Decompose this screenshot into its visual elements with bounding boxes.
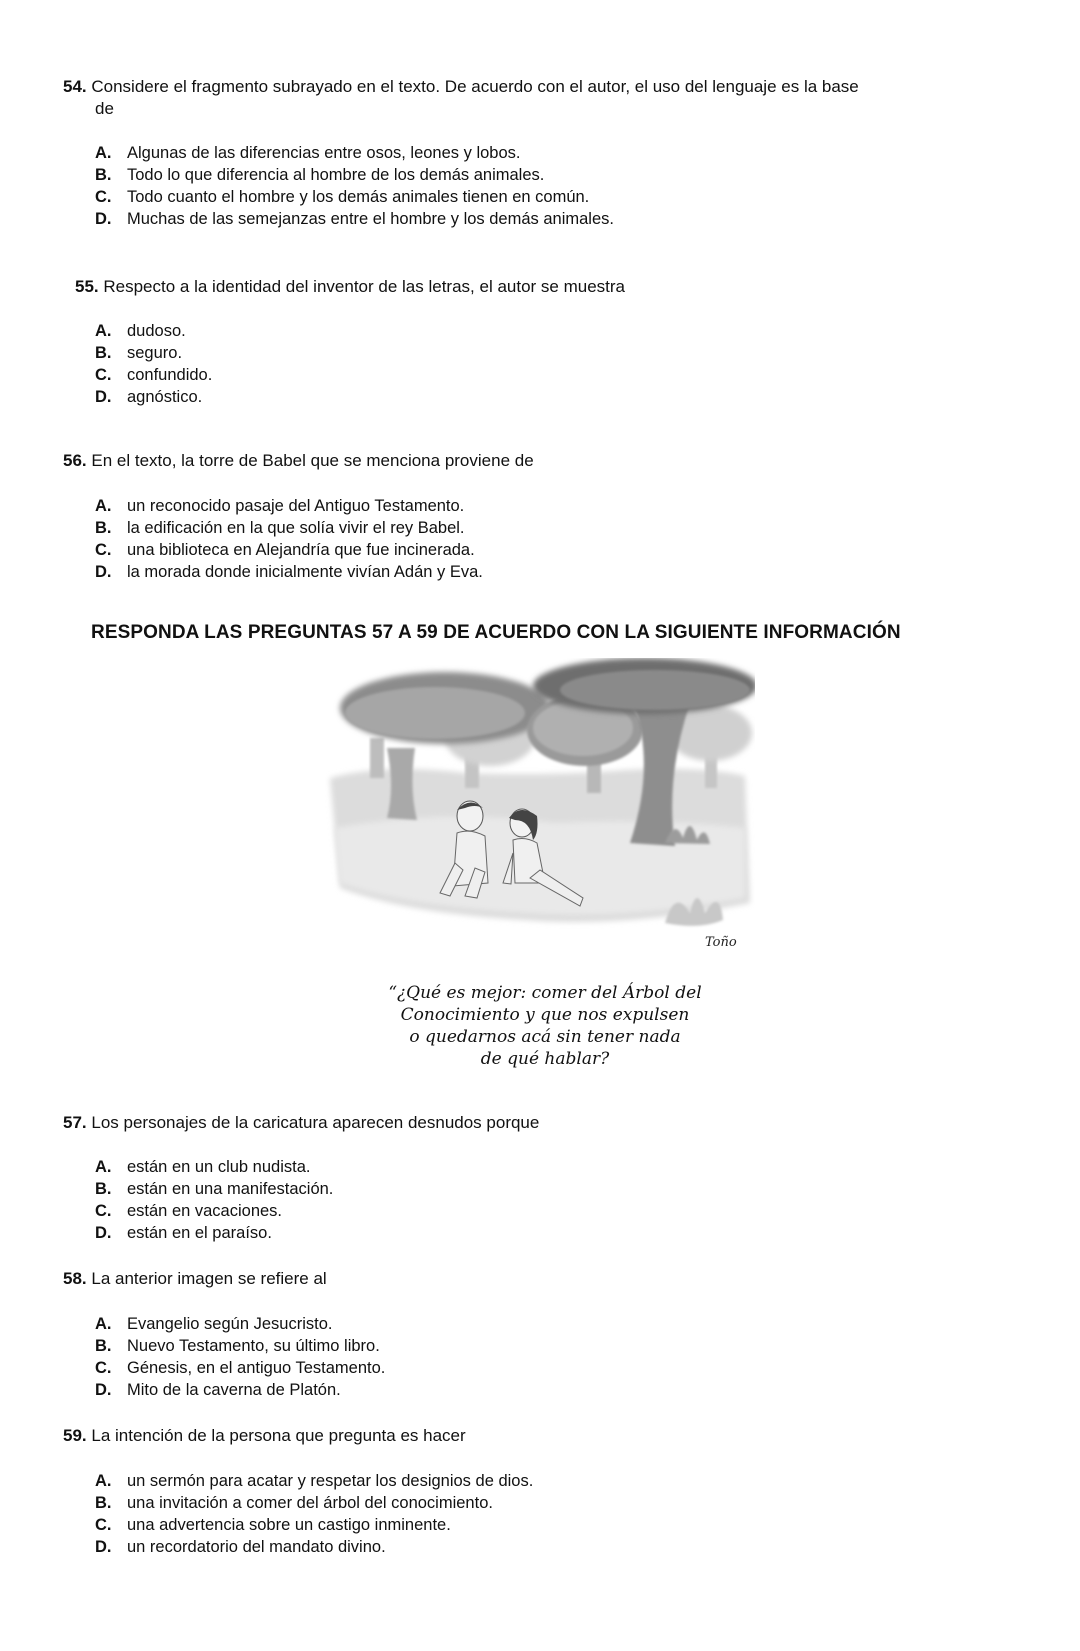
- question-stem-continuation: de: [95, 99, 114, 118]
- options-56: [95, 495, 483, 583]
- cartoon-image: [325, 658, 755, 958]
- options-58: [95, 1313, 385, 1401]
- option-letter: C.: [95, 1202, 112, 1220]
- option-c: [95, 364, 212, 386]
- option-d: [95, 1379, 385, 1401]
- option-text: Algunas de las diferencias entre osos, leones y lobos.: [127, 144, 521, 162]
- question-stem: La anterior imagen se refiere al: [91, 1269, 327, 1288]
- option-a: [95, 1313, 385, 1335]
- question-55: [75, 276, 1005, 298]
- options-54: [95, 142, 614, 230]
- question-58: [63, 1268, 993, 1290]
- caption-line: “¿Qué es mejor: comer del Árbol del: [388, 983, 702, 1003]
- caption-line: de qué hablar?: [480, 1049, 610, 1069]
- cartoon-caption: [345, 982, 745, 1070]
- option-b: [95, 1492, 533, 1514]
- option-text: agnóstico.: [127, 388, 203, 406]
- options-55: [95, 320, 212, 408]
- option-letter: B.: [95, 1337, 112, 1355]
- option-a: [95, 495, 483, 517]
- option-b: [95, 164, 614, 186]
- option-letter: C.: [95, 188, 112, 206]
- option-text: confundido.: [127, 366, 213, 384]
- caption-line: o quedarnos acá sin tener nada: [409, 1027, 681, 1047]
- option-text: Todo lo que diferencia al hombre de los demás animales.: [127, 166, 545, 184]
- question-stem: La intención de la persona que pregunta es hacer: [91, 1426, 466, 1445]
- option-d: [95, 208, 614, 230]
- option-text: seguro.: [127, 344, 183, 362]
- option-letter: A.: [95, 497, 112, 515]
- option-letter: A.: [95, 1472, 112, 1490]
- question-stem: Respecto a la identidad del inventor de las letras, el autor se muestra: [103, 277, 626, 296]
- option-letter: C.: [95, 541, 112, 559]
- option-b: [95, 1335, 385, 1357]
- option-c: [95, 1514, 533, 1536]
- option-a: [95, 1470, 533, 1492]
- option-letter: B.: [95, 166, 112, 184]
- option-text: la edificación en la que solía vivir el rey Babel.: [127, 519, 465, 537]
- option-letter: A.: [95, 1158, 112, 1176]
- option-letter: C.: [95, 1516, 112, 1534]
- option-text: están en el paraíso.: [127, 1224, 272, 1242]
- question-number: 55.: [75, 277, 99, 296]
- option-text: una advertencia sobre un castigo inminente.: [127, 1516, 451, 1534]
- option-text: están en una manifestación.: [127, 1180, 334, 1198]
- option-c: [95, 1200, 333, 1222]
- option-c: [95, 1357, 385, 1379]
- question-54: [63, 76, 993, 120]
- option-letter: A.: [95, 1315, 112, 1333]
- option-b: [95, 342, 212, 364]
- option-letter: D.: [95, 388, 112, 406]
- option-letter: D.: [95, 1538, 112, 1556]
- section-heading: RESPONDA LAS PREGUNTAS 57 A 59 DE ACUERDO CON LA SIGUIENTE INFORMACIÓN: [91, 622, 901, 643]
- option-letter: C.: [95, 1359, 112, 1377]
- option-text: Todo cuanto el hombre y los demás animales tienen en común.: [127, 188, 590, 206]
- option-c: [95, 186, 614, 208]
- option-d: [95, 1222, 333, 1244]
- option-letter: D.: [95, 563, 112, 581]
- option-c: [95, 539, 483, 561]
- question-56: [63, 450, 993, 472]
- option-text: una invitación a comer del árbol del conocimiento.: [127, 1494, 493, 1512]
- question-59: [63, 1425, 993, 1447]
- question-number: 57.: [63, 1113, 87, 1132]
- option-letter: B.: [95, 1180, 112, 1198]
- option-text: un sermón para acatar y respetar los designios de dios.: [127, 1472, 534, 1490]
- option-text: un recordatorio del mandato divino.: [127, 1538, 386, 1556]
- question-stem: Considere el fragmento subrayado en el texto. De acuerdo con el autor, el uso del lenguaje es la base: [91, 77, 859, 96]
- option-b: [95, 1178, 333, 1200]
- question-number: 54.: [63, 77, 87, 96]
- question-number: 59.: [63, 1426, 87, 1445]
- options-57: [95, 1156, 333, 1244]
- option-text: Génesis, en el antiguo Testamento.: [127, 1359, 386, 1377]
- option-text: están en vacaciones.: [127, 1202, 283, 1220]
- option-text: la morada donde inicialmente vivían Adán y Eva.: [127, 563, 483, 581]
- option-a: [95, 320, 212, 342]
- option-d: [95, 561, 483, 583]
- option-letter: A.: [95, 322, 112, 340]
- cartoon-signature: Toño: [705, 935, 737, 950]
- option-letter: B.: [95, 344, 112, 362]
- option-text: Nuevo Testamento, su último libro.: [127, 1337, 380, 1355]
- option-text: un reconocido pasaje del Antiguo Testamento.: [127, 497, 465, 515]
- option-a: [95, 1156, 333, 1178]
- question-57: [63, 1112, 993, 1134]
- option-letter: A.: [95, 144, 112, 162]
- option-letter: D.: [95, 210, 112, 228]
- option-letter: B.: [95, 519, 112, 537]
- option-text: Evangelio según Jesucristo.: [127, 1315, 333, 1333]
- option-text: están en un club nudista.: [127, 1158, 311, 1176]
- option-text: una biblioteca en Alejandría que fue incinerada.: [127, 541, 475, 559]
- option-letter: D.: [95, 1224, 112, 1242]
- option-d: [95, 386, 212, 408]
- question-stem: En el texto, la torre de Babel que se menciona proviene de: [91, 451, 534, 470]
- option-letter: D.: [95, 1381, 112, 1399]
- caption-line: Conocimiento y que nos expulsen: [400, 1005, 690, 1025]
- option-text: dudoso.: [127, 322, 186, 340]
- option-text: Mito de la caverna de Platón.: [127, 1381, 341, 1399]
- question-number: 56.: [63, 451, 87, 470]
- option-a: [95, 142, 614, 164]
- option-letter: C.: [95, 366, 112, 384]
- option-text: Muchas de las semejanzas entre el hombre y los demás animales.: [127, 210, 614, 228]
- question-number: 58.: [63, 1269, 87, 1288]
- option-d: [95, 1536, 533, 1558]
- option-b: [95, 517, 483, 539]
- question-stem: Los personajes de la caricatura aparecen desnudos porque: [91, 1113, 540, 1132]
- options-59: [95, 1470, 533, 1558]
- option-letter: B.: [95, 1494, 112, 1512]
